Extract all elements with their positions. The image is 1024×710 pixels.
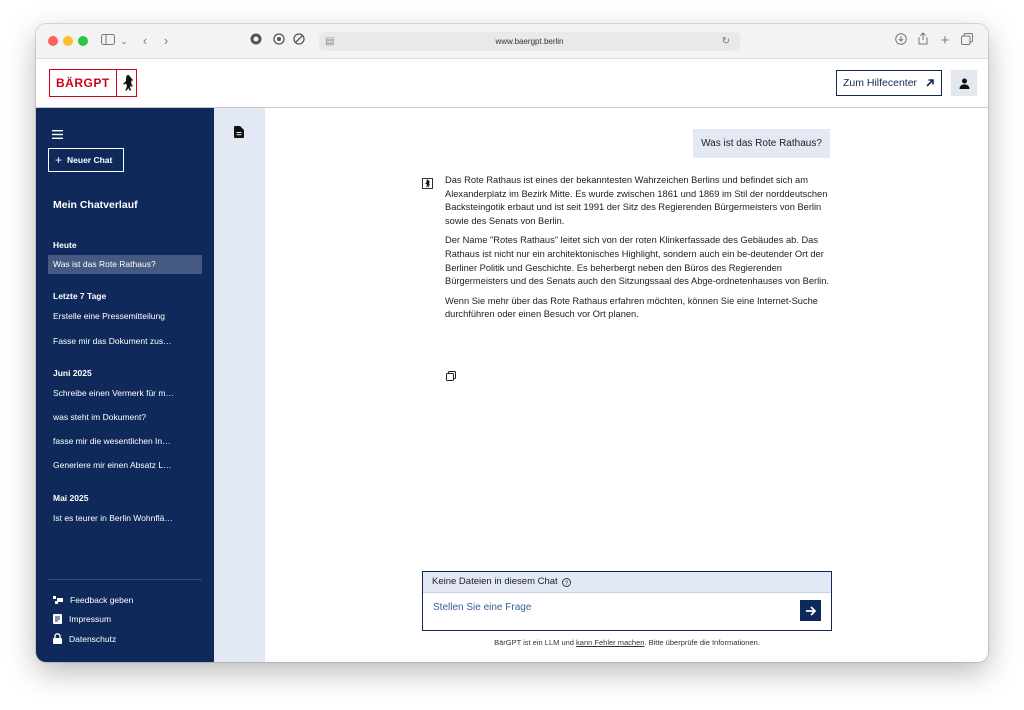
- disclaimer-link[interactable]: kann Fehler machen: [576, 638, 645, 647]
- help-center-button[interactable]: [836, 70, 942, 96]
- lock-icon: [53, 633, 62, 644]
- assistant-paragraph: Wenn Sie mehr über das Rote Rathaus erfahren möchten, können Sie eine Internet-Suche durchführen oder einen Besuch vor Ort planen.: [445, 295, 818, 320]
- blocker-icon[interactable]: [292, 31, 306, 51]
- imprint-label: Impressum: [69, 614, 112, 624]
- plus-icon: +: [55, 153, 63, 167]
- history-group-heading: Letzte 7 Tage: [53, 291, 107, 301]
- sidebar-divider: [48, 579, 202, 580]
- assistant-paragraph: Das Rote Rathaus ist eines der bekanntesten Wahrzeichen Berlins und befindet sich am Alexanderplatz im Bezirk Mitte. Es wurde zwischen 1861 und 1869 im Stil der norddeutschen Backsteingotik erbaut und ist seit 1991 der Sitz des Regierenden Bürgermeisters von Berlin sowie des Senats von Berlin.: [445, 175, 828, 226]
- user-icon: [959, 78, 970, 89]
- feedback-link[interactable]: [53, 595, 133, 605]
- browser-window: [36, 24, 988, 662]
- logo-text: BÄRGPT: [56, 76, 110, 90]
- logo-separator: [116, 70, 117, 96]
- history-item[interactable]: Generiere mir einen Absatz L…: [53, 460, 172, 470]
- disclaimer-text: BärGPT ist ein LLM und: [494, 638, 577, 647]
- assistant-avatar-icon: [422, 178, 433, 189]
- help-center-label: Zum Hilfecenter: [842, 77, 918, 89]
- imprint-link[interactable]: [53, 614, 111, 624]
- berlin-bear-icon: [122, 74, 134, 92]
- new-tab-icon[interactable]: +: [940, 32, 950, 49]
- close-window-button[interactable]: [48, 36, 58, 46]
- history-group-heading: Heute: [53, 240, 77, 250]
- copy-icon[interactable]: [446, 368, 456, 386]
- history-item[interactable]: Was ist das Rote Rathaus?: [48, 255, 202, 274]
- history-item[interactable]: Schreibe einen Vermerk für m…: [53, 388, 174, 398]
- baergpt-logo[interactable]: [49, 69, 137, 97]
- reload-icon[interactable]: ↻: [721, 36, 730, 47]
- svg-text:?: ?: [564, 580, 568, 587]
- forward-icon[interactable]: ›: [163, 33, 169, 48]
- document-icon: [53, 614, 62, 624]
- tab-overview-icon[interactable]: [960, 31, 974, 51]
- question-input[interactable]: Stellen Sie eine Frage: [433, 602, 532, 613]
- disclaimer: [422, 638, 832, 647]
- back-icon[interactable]: ‹: [142, 33, 148, 48]
- share-icon[interactable]: [916, 31, 930, 51]
- menu-icon[interactable]: [52, 126, 63, 144]
- extension-icon[interactable]: [272, 31, 286, 51]
- page-icon: ▤: [325, 36, 335, 47]
- chat-composer: [422, 571, 832, 631]
- chevron-down-icon[interactable]: ⌄: [120, 36, 128, 46]
- file-icon[interactable]: [234, 125, 244, 143]
- new-chat-button[interactable]: [48, 148, 124, 172]
- history-item[interactable]: fasse mir die wesentlichen In…: [53, 436, 171, 446]
- user-menu-button[interactable]: [951, 70, 977, 96]
- user-message: Was ist das Rote Rathaus?: [693, 129, 830, 158]
- info-icon[interactable]: [562, 578, 571, 587]
- feedback-icon: [53, 596, 63, 604]
- history-item[interactable]: was steht im Dokument?: [53, 412, 147, 422]
- send-button[interactable]: [800, 600, 821, 621]
- download-icon[interactable]: [894, 31, 908, 51]
- files-status-label: Keine Dateien in diesem Chat: [432, 576, 558, 587]
- feedback-label: Feedback geben: [70, 595, 134, 605]
- history-item[interactable]: Ist es teurer in Berlin Wohnflä…: [53, 513, 173, 523]
- minimize-window-button[interactable]: [63, 36, 73, 46]
- assistant-message: [445, 174, 833, 328]
- privacy-shield-icon[interactable]: [249, 31, 263, 51]
- sidebar: [36, 108, 214, 662]
- url-text: www.baergpt.berlin: [495, 37, 564, 46]
- files-panel: [214, 108, 265, 662]
- history-group-heading: Juni 2025: [53, 368, 92, 378]
- disclaimer-text-end: . Bitte überprüfe die Informationen.: [644, 638, 760, 647]
- chat-history-title: Mein Chatverlauf: [53, 199, 138, 211]
- attached-files-bar: [423, 572, 831, 593]
- history-item[interactable]: Erstelle eine Pressemitteilung: [53, 311, 165, 321]
- app-header: [36, 59, 988, 108]
- history-item[interactable]: Fasse mir das Dokument zus…: [53, 336, 172, 346]
- assistant-paragraph: Der Name "Rotes Rathaus" leitet sich von der roten Klinkerfassade des Gebäudes ab. Das Rathaus ist nicht nur ein architektonisches Highlight, sondern auch ein be-deutender Ort der Berliner Politik und Geschichte. Es beherbergt neben den Büros des Regierenden Bürgermeisters und des Senats auch den Sitzungssaal des Abge-ordnetenhauses von Berlin.: [445, 235, 829, 287]
- sidebar-toggle-icon[interactable]: [97, 31, 119, 51]
- browser-toolbar: [36, 24, 988, 59]
- arrow-up-right-icon: [925, 78, 935, 88]
- zoom-window-button[interactable]: [78, 36, 88, 46]
- arrow-right-icon: [805, 605, 817, 617]
- address-bar[interactable]: [319, 32, 740, 51]
- history-group-heading: Mai 2025: [53, 493, 89, 503]
- privacy-link[interactable]: [53, 633, 116, 644]
- new-chat-label: Neuer Chat: [67, 155, 113, 165]
- privacy-label: Datenschutz: [69, 633, 117, 644]
